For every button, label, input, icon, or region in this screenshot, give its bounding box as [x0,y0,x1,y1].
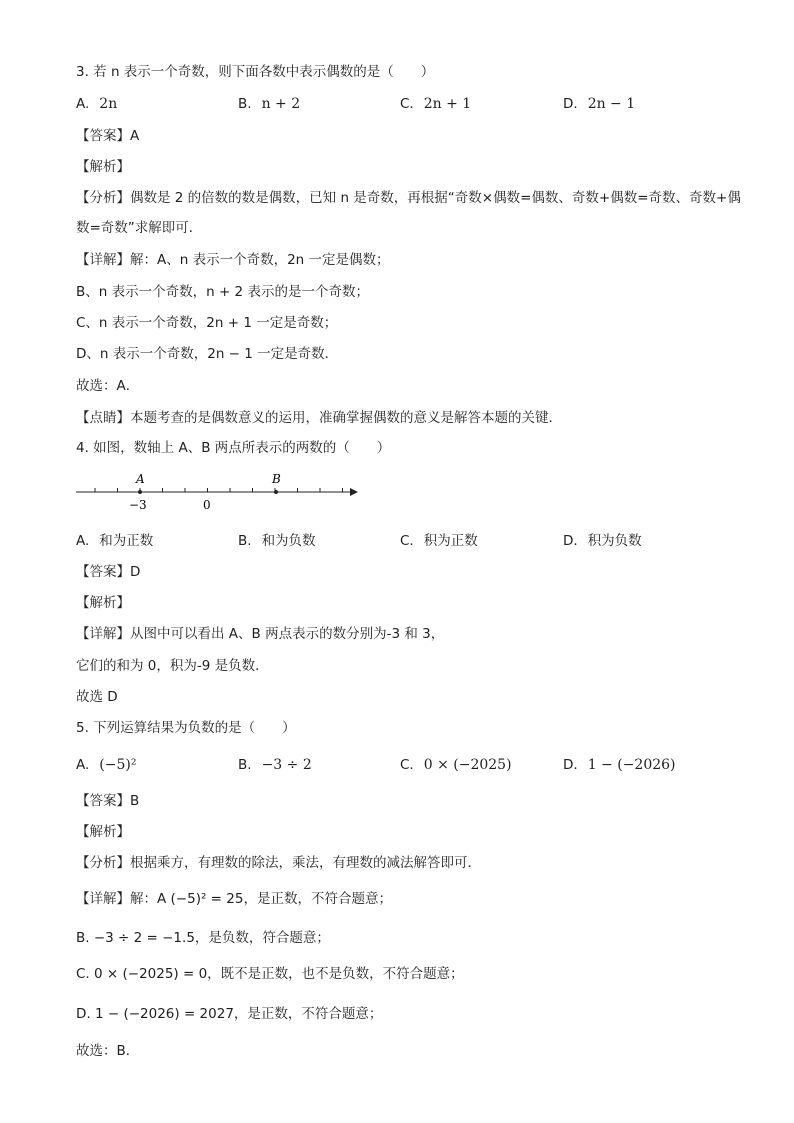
q4-option-d-letter: D. [563,533,578,549]
q3-option-b-letter: B. [238,96,252,112]
q3-comment: 【点睛】本题考查的是偶数意义的运用，准确掌握偶数的意义是解答本题的关键． [76,410,562,426]
q5-option-c-letter: C. [400,757,414,773]
q3-option-d [563,94,635,114]
q5-option-d-letter: D. [563,757,578,773]
q4-stem: 4. 如图，数轴上 A、B 两点所表示的两数的（ ） [76,440,391,456]
q3-detail-4: D、n 表示一个奇数，2n − 1 一定是奇数． [76,346,339,362]
tick-label-0: 0 [203,498,211,512]
q4-option-b-letter: B. [238,533,252,549]
q3-stem: 3. 若 n 表示一个奇数，则下面各数中表示偶数的是（ ） [76,64,435,80]
number-line-figure [72,466,362,516]
number-line-ticks [95,488,343,492]
q5-option-a [76,755,136,775]
number-line-arrow-icon [350,488,358,496]
q5-detail-4: D. 1 − (−2026) = 2027，是正数，不符合题意； [76,1006,383,1022]
q3-answer: 【答案】A [76,128,140,144]
q3-detail-3: C、n 表示一个奇数，2n + 1 一定是奇数； [76,315,338,331]
q5-option-b [238,755,312,775]
q3-option-d-text: 2n − 1 [587,96,636,112]
q4-option-a-letter: A. [76,533,90,549]
q3-option-b-text: n + 2 [261,96,301,112]
q3-detail-2: B、n 表示一个奇数，n + 2 表示的是一个奇数； [76,284,369,300]
q3-analysis-heading: 【解析】 [76,159,130,175]
q5-choose: 故选：B． [76,1043,140,1059]
q5-option-a-letter: A. [76,757,90,773]
q5-option-b-letter: B. [238,757,252,773]
q4-option-c [400,531,478,551]
q3-option-c [400,94,471,114]
q5-analysis-heading: 【解析】 [76,824,130,840]
q4-option-a [76,531,153,551]
q4-option-c-letter: C. [400,533,414,549]
point-a-label: A [136,472,145,486]
q4-detail-2: 它们的和为 0，积为-9 是负数． [76,658,269,674]
point-a-dot [138,490,142,494]
q5-option-c-text: 0 × (−2025) [423,757,512,773]
point-b-label: B [272,472,281,486]
q5-option-b-text: −3 ÷ 2 [261,757,312,773]
q5-option-c [400,755,512,775]
q4-choose: 故选 D [76,689,118,705]
q3-detail-1: 【详解】解：A、n 表示一个奇数，2n 一定是偶数； [76,252,390,268]
q5-option-d [563,755,676,775]
q4-detail-1: 【详解】从图中可以看出 A、B 两点表示的数分别为-3 和 3， [76,626,445,642]
q4-option-b [238,531,316,551]
q5-stem: 5. 下列运算结果为负数的是（ ） [76,720,296,736]
q3-option-a-text: 2n [99,96,118,112]
q3-analysis-line2: 数=奇数”求解即可． [76,220,203,236]
q3-option-d-letter: D. [563,96,578,112]
q3-option-b [238,94,300,114]
q4-option-c-text: 积为正数 [423,533,478,549]
q5-option-d-text: 1 − (−2026) [587,757,676,773]
q4-analysis-heading: 【解析】 [76,595,130,611]
q3-analysis-line1: 【分析】偶数是 2 的倍数的数是偶数，已知 n 是奇数，再根据“奇数×偶数=偶数、奇数+偶数=奇数、奇数+偶 [76,190,741,206]
q5-option-a-text: (−5)² [99,757,137,773]
q4-option-a-text: 和为正数 [99,533,154,549]
q4-option-d [563,531,642,551]
q5-detail-3: C. 0 × (−2025) = 0，既不是正数，也不是负数，不符合题意； [76,966,464,982]
q5-answer: 【答案】B [76,793,140,809]
q4-answer: 【答案】D [76,564,141,580]
q3-choose: 故选：A． [76,378,140,394]
q3-option-c-text: 2n + 1 [423,96,472,112]
q5-detail-2: B. −3 ÷ 2 = −1.5，是负数，符合题意； [76,930,330,946]
q5-analysis-line1: 【分析】根据乘方，有理数的除法，乘法，有理数的减法解答即可． [76,855,481,871]
q3-option-a-letter: A. [76,96,90,112]
q5-detail-1: 【详解】解：A (−5)² = 25，是正数，不符合题意； [76,891,392,907]
q4-option-d-text: 积为负数 [587,533,642,549]
q4-option-b-text: 和为负数 [261,533,316,549]
q3-option-c-letter: C. [400,96,414,112]
q3-option-a [76,94,117,114]
tick-label-neg3: −3 [129,498,147,512]
point-b-dot [274,490,278,494]
